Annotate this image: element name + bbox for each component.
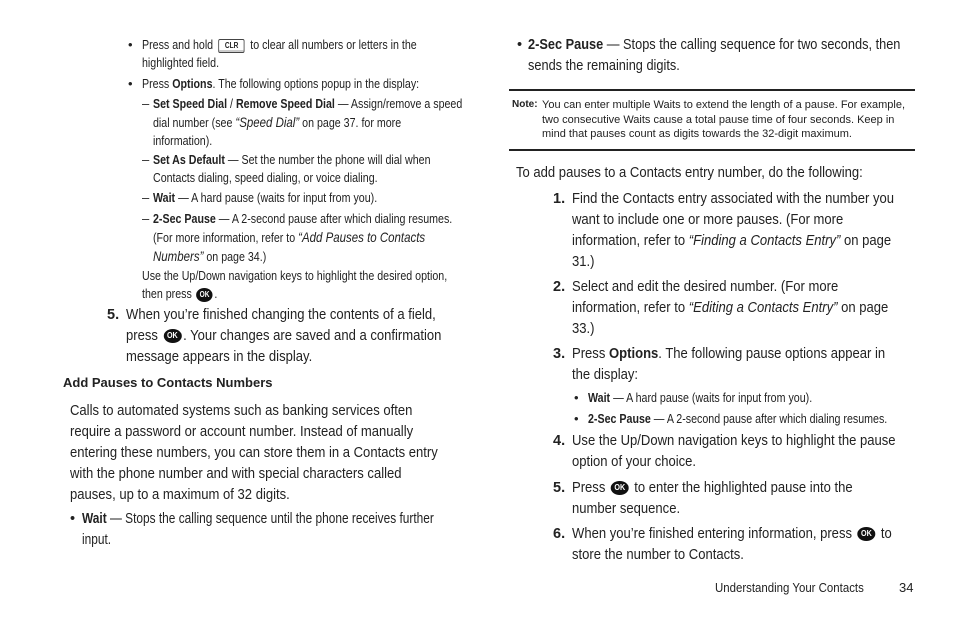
note-text: You can enter multiple Waits to extend the length of a pause. For example, two consecutive Waits cause a total pause time of four seconds. Keep in mind that pauses count as digits towards the 32-digit maximum. xyxy=(542,99,906,140)
step-number: 5. xyxy=(553,480,566,496)
option-set-default: Set As Default — Set the number the phone will dial when Contacts dialing, speed dialing, or voice dialing. xyxy=(153,152,431,185)
step-1-text: Find the Contacts entry associated with the number you want to include one or more pauses. (For more information, refer to “Finding a Contacts Entry” on page 31.) xyxy=(572,191,895,270)
note-bottom-rule xyxy=(509,149,915,151)
step-3-text: Press Options. The following pause options appear in the display: xyxy=(572,346,886,383)
procedure-intro: To add pauses to a Contacts entry number, do the following: xyxy=(516,165,863,181)
note-label: Note: xyxy=(512,99,538,110)
option-wait: Wait — A hard pause (waits for input from you). xyxy=(153,190,378,205)
bullet-dot: • xyxy=(128,76,133,91)
pause-option-2sec: 2-Sec Pause — A 2-second pause after which dialing resumes. xyxy=(588,411,888,426)
dash-marker: – xyxy=(142,96,150,111)
step-number: 6. xyxy=(553,526,566,542)
step-5-text: When you’re finished changing the contents of a field, press OK . Your changes are saved and a confirmation message appears in the display. xyxy=(126,307,442,365)
dash-marker: – xyxy=(142,211,150,226)
dash-marker: – xyxy=(142,190,150,205)
note-top-rule xyxy=(509,89,915,91)
two-sec-pause-description: 2-Sec Pause — Stops the calling sequence for two seconds, then sends the remaining digits. xyxy=(528,37,901,74)
bullet-clear-text: Press and hold CLR to clear all numbers or letters in the highlighted field. xyxy=(142,37,417,70)
wait-description: Wait — Stops the calling sequence until the phone receives further input. xyxy=(82,511,434,548)
step-number: 2. xyxy=(553,279,566,295)
navigation-instruction: Use the Up/Down navigation keys to highlight the desired option, then press OK . xyxy=(142,268,448,301)
step-number: 1. xyxy=(553,191,566,207)
ok-key-icon: OK xyxy=(857,527,875,541)
step-6-text: When you’re finished entering information, press OK to store the number to Contacts. xyxy=(572,526,892,563)
dash-marker: – xyxy=(142,152,150,167)
bullet-dot: • xyxy=(128,37,133,52)
step-number: 4. xyxy=(553,433,566,449)
step-4-text: Use the Up/Down navigation keys to highlight the pause option of your choice. xyxy=(572,433,896,470)
bullet-options-text: Press Options. The following options popup in the display: xyxy=(142,76,420,91)
pause-option-wait: Wait — A hard pause (waits for input from you). xyxy=(588,390,813,405)
ok-key-icon: OK xyxy=(163,329,181,343)
bullet-dot: • xyxy=(574,390,579,405)
clr-key-icon: CLR xyxy=(219,39,245,53)
step-number: 3. xyxy=(553,346,566,362)
bullet-dot: • xyxy=(70,511,76,527)
section-paragraph: Calls to automated systems such as banking services often require a password or account number. Instead of manually entering these numbers, you can store them in a Contacts entry with the phone number and with special characters called pauses, up to a maximum of 32 digits. xyxy=(70,403,438,503)
option-2sec-pause: 2-Sec Pause — A 2-second pause after which dialing resumes. (For more information, refer to “Add Pauses to Contacts Numbers” on page 34.) xyxy=(153,211,453,264)
step-5-right-text: Press OK to enter the highlighted pause into the number sequence. xyxy=(572,480,853,517)
bullet-dot: • xyxy=(574,411,579,426)
step-number: 5. xyxy=(107,307,120,323)
ok-key-icon: OK xyxy=(196,288,212,302)
page-number: 34 xyxy=(899,580,914,595)
footer-section-title: Understanding Your Contacts xyxy=(715,580,864,595)
section-heading: Add Pauses to Contacts Numbers xyxy=(63,375,273,390)
bullet-dot: • xyxy=(517,37,523,53)
ok-key-icon: OK xyxy=(611,481,629,495)
option-speed-dial: Set Speed Dial / Remove Speed Dial — Assign/remove a speed dial number (see “Speed Dial” on page 37. for more information). xyxy=(153,96,463,148)
step-2-text: Select and edit the desired number. (For more information, refer to “Editing a Contacts Entry” on page 33.) xyxy=(572,279,889,337)
